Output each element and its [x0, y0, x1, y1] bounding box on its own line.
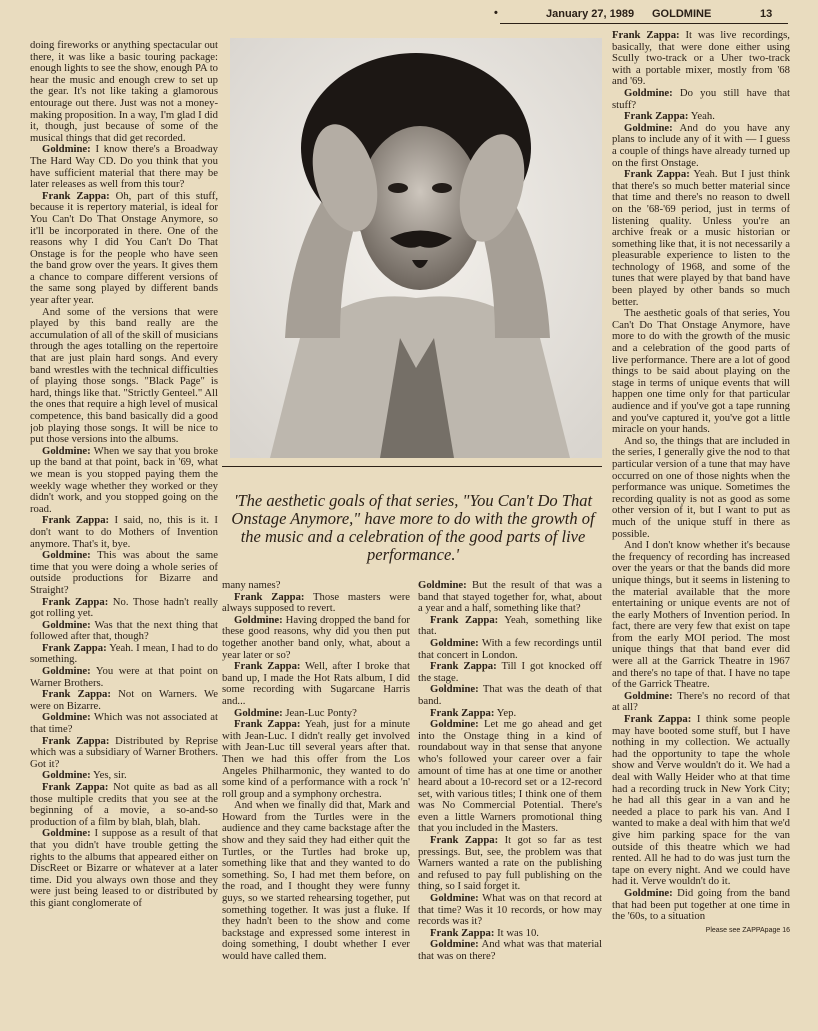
speaker-label: Frank Zappa: [234, 590, 305, 603]
paragraph [30, 736, 218, 771]
speaker-label: Frank Zappa: [624, 713, 692, 726]
speaker-label: Goldmine: [624, 689, 673, 702]
paragraph-text: Yeah. [688, 110, 715, 123]
paragraph [418, 835, 602, 893]
paragraph [30, 40, 218, 144]
paragraph-text: There's no record of that at all? [612, 689, 790, 714]
paragraph [418, 719, 602, 835]
paragraph [418, 939, 602, 962]
paragraph-text: But the result of that was a band that stayed together for, what, about a year and a half, something like that? [418, 580, 602, 615]
paragraph-text: Distributed by Reprise which was a subsidiary of Warner Brothers. Got it? [30, 734, 218, 770]
paragraph [612, 888, 790, 923]
paragraph [30, 782, 218, 828]
paragraph [418, 893, 602, 928]
speaker-label: Goldmine: [42, 665, 91, 678]
speaker-label: Frank Zappa: [42, 189, 110, 202]
paragraph-text: Which was not associated at that time? [30, 711, 218, 736]
paragraph-text: You were at that point on Warner Brothers. [30, 665, 218, 689]
paragraph-text: Not quite as bad as all those multiple credits that you see at the beginning of a movie, a so-and-so production of a film by blah, blah, blah. [30, 781, 218, 828]
paragraph [30, 597, 218, 620]
paragraph-text: Let me go ahead and get into the Onstage thing in a kind of roundabout way in that sense that anyone who's followed your career over a fair amount of time has at one time or another heard about a 10-record set or a 12-record set, with various titles; I think one of them was No Commercial Potential. There's even a little Warners promotional thing that you included in the Masters. [418, 718, 602, 835]
paragraph [612, 30, 790, 88]
column-3 [418, 580, 602, 1020]
speaker-label: Frank Zappa: [430, 926, 495, 939]
speaker-label: Goldmine: [42, 143, 91, 156]
speaker-label: Goldmine: [624, 886, 673, 899]
paragraph [30, 828, 218, 909]
paragraph [222, 661, 410, 707]
paragraph-text: Well, after I broke that band up, I made the Hot Rats album, I did some recording with Sugarcane Harris and... [222, 660, 410, 707]
paragraph-text: And do you have any plans to include any of it with — I guess a couple of things have already turned up on the first Onstage. [612, 121, 790, 169]
column-4 [612, 30, 790, 1020]
header-bullet: • [494, 7, 498, 19]
speaker-label: Goldmine: [418, 580, 467, 591]
speaker-label: Frank Zappa: [42, 734, 110, 747]
speaker-label: Frank Zappa: [42, 688, 111, 701]
paragraph [30, 307, 218, 446]
paragraph [30, 643, 218, 666]
paragraph-text: No. Those hadn't really got rolling yet. [30, 595, 218, 620]
speaker-label: Frank Zappa: [430, 706, 495, 719]
paragraph [222, 592, 410, 615]
paragraph [222, 800, 410, 962]
speaker-label: Frank Zappa: [42, 641, 107, 654]
paragraph-text: Yeah, something like that. [418, 613, 602, 638]
paragraph [612, 714, 790, 888]
paragraph [30, 620, 218, 643]
header-rule [500, 23, 788, 24]
paragraph-text: Yes, sir. [90, 769, 127, 782]
paragraph [30, 666, 218, 689]
paragraph-text: I know there's a Broadway The Hard Way CD. Do you think that you have sufficient material that there may be later releases as well from this tour? [30, 143, 218, 191]
paragraph-text: It was 10. [494, 926, 539, 939]
portrait-illustration [230, 38, 602, 458]
paragraph-text: That was the death of that band. [418, 683, 602, 707]
speaker-label: Goldmine: [430, 683, 479, 696]
paragraph-text: Oh, part of this stuff, because it is repertory material, is ideal for You Can't Do That Onstage Anymore, so it'll be incorporated in there. One of the reasons why I did You Can't Do That Onstage is for the people who have seen the band grow over the years. It gives them a chance to compare different versions of the same song played by different bands year after year. [30, 189, 218, 307]
paragraph-text: Jean-Luc Ponty? [282, 706, 357, 719]
paragraph [418, 580, 602, 615]
paragraph-text: It got so far as test pressings. But, see, the problem was that Warners wanted a rate on the publishing and refused to pay full publishing on the thing, so I said forget it. [418, 834, 602, 893]
speaker-label: Frank Zappa: [624, 168, 690, 181]
paragraph-text: When we say that you broke up the band at that point, back in '69, what we mean is you stopped paying them the weekly wage whether they worked or they didn't work, and you stopped going on the road. [30, 444, 218, 515]
speaker-label: Frank Zappa: [612, 30, 680, 41]
speaker-label: Goldmine: [624, 121, 673, 134]
paragraph [30, 144, 218, 190]
paragraph-text: Having dropped the band for these good reasons, why did you then put together another band only, what, about a year later or so? [222, 613, 410, 661]
speaker-label: Frank Zappa: [430, 613, 499, 626]
column-2 [222, 580, 410, 1020]
paragraph-text: And what was that material that was on there? [418, 938, 602, 962]
speaker-label: Goldmine: [430, 718, 479, 731]
paragraph-text: Yeah. But I just think that there's so much better material since that time and there's no reason to dwell on the '68-'69 period, just in terms of listening quality. Unless you're an archive freak or a music historian or something like that, it is not necessarily a pleasurable experience to listen to the technology of 1968, and some of the tunes that were played by that band have been played by other bands so much better. [612, 168, 790, 308]
paragraph [30, 191, 218, 307]
paragraph-text: This was about the same time that you were doing a whole series of outside productions for Bizarre and Straight? [30, 549, 218, 596]
paragraph-text: doing fireworks or anything spectacular out there, it was like a basic touring package: enough lights to see the show, enough PA to hear the music and enough crew to set up the gear. It's not like taking a glamorous entourage out there. Just was not a money-making proposition. In a way, I'm glad I did it, though, just because of some of the musical things that did get recorded. [30, 40, 218, 144]
speaker-label: Frank Zappa: [42, 595, 109, 608]
speaker-label: Goldmine: [234, 613, 283, 626]
paragraph [222, 615, 410, 661]
speaker-label: Goldmine: [42, 769, 91, 782]
speaker-label: Goldmine: [430, 938, 479, 951]
paragraph-text: I think some people may have booted some stuff, but I have nothing in my collection. We actually had the opportunity to tape the whole show and Verve wouldn't do it. We had a deal with Wally Heider who at that time had a recording truck in New York City; he had all this gear in a van and he needed a place to park his van. And I wanted to make a deal with him that we'd give him parking space for the van outside of this theatre which we had rented. All he had to do was just turn the tape on every night. And we could have had it. Verve wouldn't do it. [612, 713, 790, 888]
speaker-label: Goldmine: [42, 444, 91, 457]
paragraph-text: And so, the things that are included in the series, I generally give the nod to that particular version of a tune that may have occurred on one of those nights when the performance was unique. Sometimes the recording quality is not as good as some other version of it, but I want to put as much of the unique stuff in there as possible. [612, 434, 790, 540]
paragraph [30, 550, 218, 596]
paragraph-text: Was that the next thing that followed after that, though? [30, 618, 218, 643]
speaker-label: Goldmine: [430, 892, 479, 905]
paragraph-text: It was live recordings, basically, that were done either using Scully two-track or a Uher two-track with a portable mixer, mostly from '68 and '69. [612, 30, 790, 88]
page-header [0, 8, 818, 24]
paragraph [612, 436, 790, 540]
paragraph [612, 540, 790, 691]
paragraph [30, 689, 218, 712]
speaker-label: Frank Zappa: [430, 834, 499, 847]
paragraph-text: With a few recordings until that concert in London. [418, 636, 602, 661]
speaker-label: Frank Zappa: [430, 660, 497, 673]
paragraph [612, 691, 790, 714]
paragraph-text: Those masters were always supposed to revert. [222, 590, 410, 615]
speaker-label: Frank Zappa: [42, 781, 109, 793]
paragraph-text: Yeah. I mean, I had to do something. [30, 641, 218, 666]
publication-name: GOLDMINE [652, 8, 712, 20]
paragraph-text: Yep. [494, 706, 517, 719]
paragraph-text: The aesthetic goals of that series, You Can't Do That Onstage Anymore, have more to do with the growth of the music and a celebration of the good parts of live performance. There are a lot of good things to be said about playing on the stage in terms of unique events that will happen one time only for that particular audience and if you've got a tape running and you've captured it, you've got a little miracle on your hands. [612, 307, 790, 436]
column-4-body [612, 30, 790, 923]
speaker-label: Frank Zappa: [234, 660, 301, 673]
paragraph [612, 308, 790, 436]
paragraph-text: Did going from the band that had been put together at one time in the '60s, to a situation [612, 886, 790, 923]
speaker-label: Goldmine: [42, 827, 91, 840]
speaker-label: Frank Zappa: [234, 718, 301, 731]
paragraph [222, 719, 410, 800]
paragraph-text: And some of the versions that were played by this band really are the accumulation of all of the skill of musicians through the ages totalling on the repertoire that are just plain hard songs. And every band wrestles with the technical difficulties of playing those songs. "Black Page" is hard, things like that. "Strictly Genteel." All the ones that require a high level of musical competence, this band basically did a good job playing those songs. It will be nice to put those versions into the albums. [30, 305, 218, 446]
paragraph [418, 615, 602, 638]
page-number: 13 [760, 8, 773, 20]
paragraph-text: Do you still have that stuff? [612, 86, 790, 111]
issue-date: January 27, 1989 [546, 8, 635, 20]
paragraph [612, 169, 790, 308]
speaker-label: Goldmine: [42, 618, 91, 631]
column-1 [30, 40, 218, 1025]
speaker-label: Goldmine: [624, 86, 673, 99]
pull-quote: 'The aesthetic goals of that series, "You Can't Do That Onstage Anymore," have more to do with the growth of the music and a celebration of the good parts of live performance.' [231, 491, 595, 564]
paragraph-text: Yeah, just for a minute with Jean-Luc. I didn't really get involved with Jean-Luc till several years after that. Then we had this offer from the Los Angeles Philharmonic, they wanted to do some kind of a performance with a rock 'n' roll group and a symphony orchestra. [222, 718, 410, 800]
paragraph [612, 88, 790, 111]
paragraph-text: Not on Warners. We were on Bizarre. [30, 688, 218, 712]
paragraph-text: Till I got knocked off the stage. [418, 660, 602, 684]
paragraph-text: What was on that record at that time? Was it 10 records, or how may records was it? [418, 892, 602, 928]
portrait-photo [230, 38, 602, 458]
paragraph [418, 661, 602, 684]
paragraph [418, 684, 602, 707]
pull-quote-rule [222, 466, 602, 467]
paragraph [30, 446, 218, 516]
paragraph-text: I suppose as a result of that that you didn't have trouble getting the rights to the albums that appeared either on DiscReet or Bizarre or whatever at a later time. Did you always own those and they were just being leased to or distributed by this giant conglomerate of [30, 827, 218, 909]
paragraph-text: I said, no, this is it. I don't want to do Mothers of Invention anymore. That's it, bye. [30, 514, 218, 550]
paragraph [30, 712, 218, 735]
jump-line: Please see ZAPPApage 16 [705, 926, 790, 934]
speaker-label: Goldmine: [234, 706, 283, 719]
speaker-label: Goldmine: [42, 711, 91, 724]
speaker-label: Frank Zappa: [624, 110, 689, 123]
paragraph [612, 123, 790, 169]
paragraph-text: many names? [222, 580, 281, 591]
paragraph [418, 638, 602, 661]
paragraph-text: And when we finally did that, Mark and Howard from the Turtles were in the audience and they came backstage after the show and they said they had either quit the Turtles, or the Turtles had broke up, something like that and they wanted to do something. So, I had met them before, on the road, and I thought they were funny guys, so we started rehearsing together, put something together. It was just a fluke. If they hadn't been to the show and come backstage and expressed some interest in doing something, I doubt whether I ever would have called them. [222, 799, 410, 962]
speaker-label: Goldmine: [430, 636, 479, 649]
speaker-label: Goldmine: [42, 549, 91, 562]
paragraph [30, 515, 218, 550]
speaker-label: Frank Zappa: [42, 514, 110, 527]
paragraph-text: And I don't know whether it's because the frequency of recording has increased over the years or that the bands did more unique things, but it seems in listening to the material available that the more entertaining or unique events are not of the early Mothers of Invention period. In fact, there are very few that exist on tape from the early MOI period. The most unique things that that band ever did were all at the Garrick Theatre in 1967 and there's no tape of that. I have no tape of the Garrick Theatre. [612, 539, 790, 691]
